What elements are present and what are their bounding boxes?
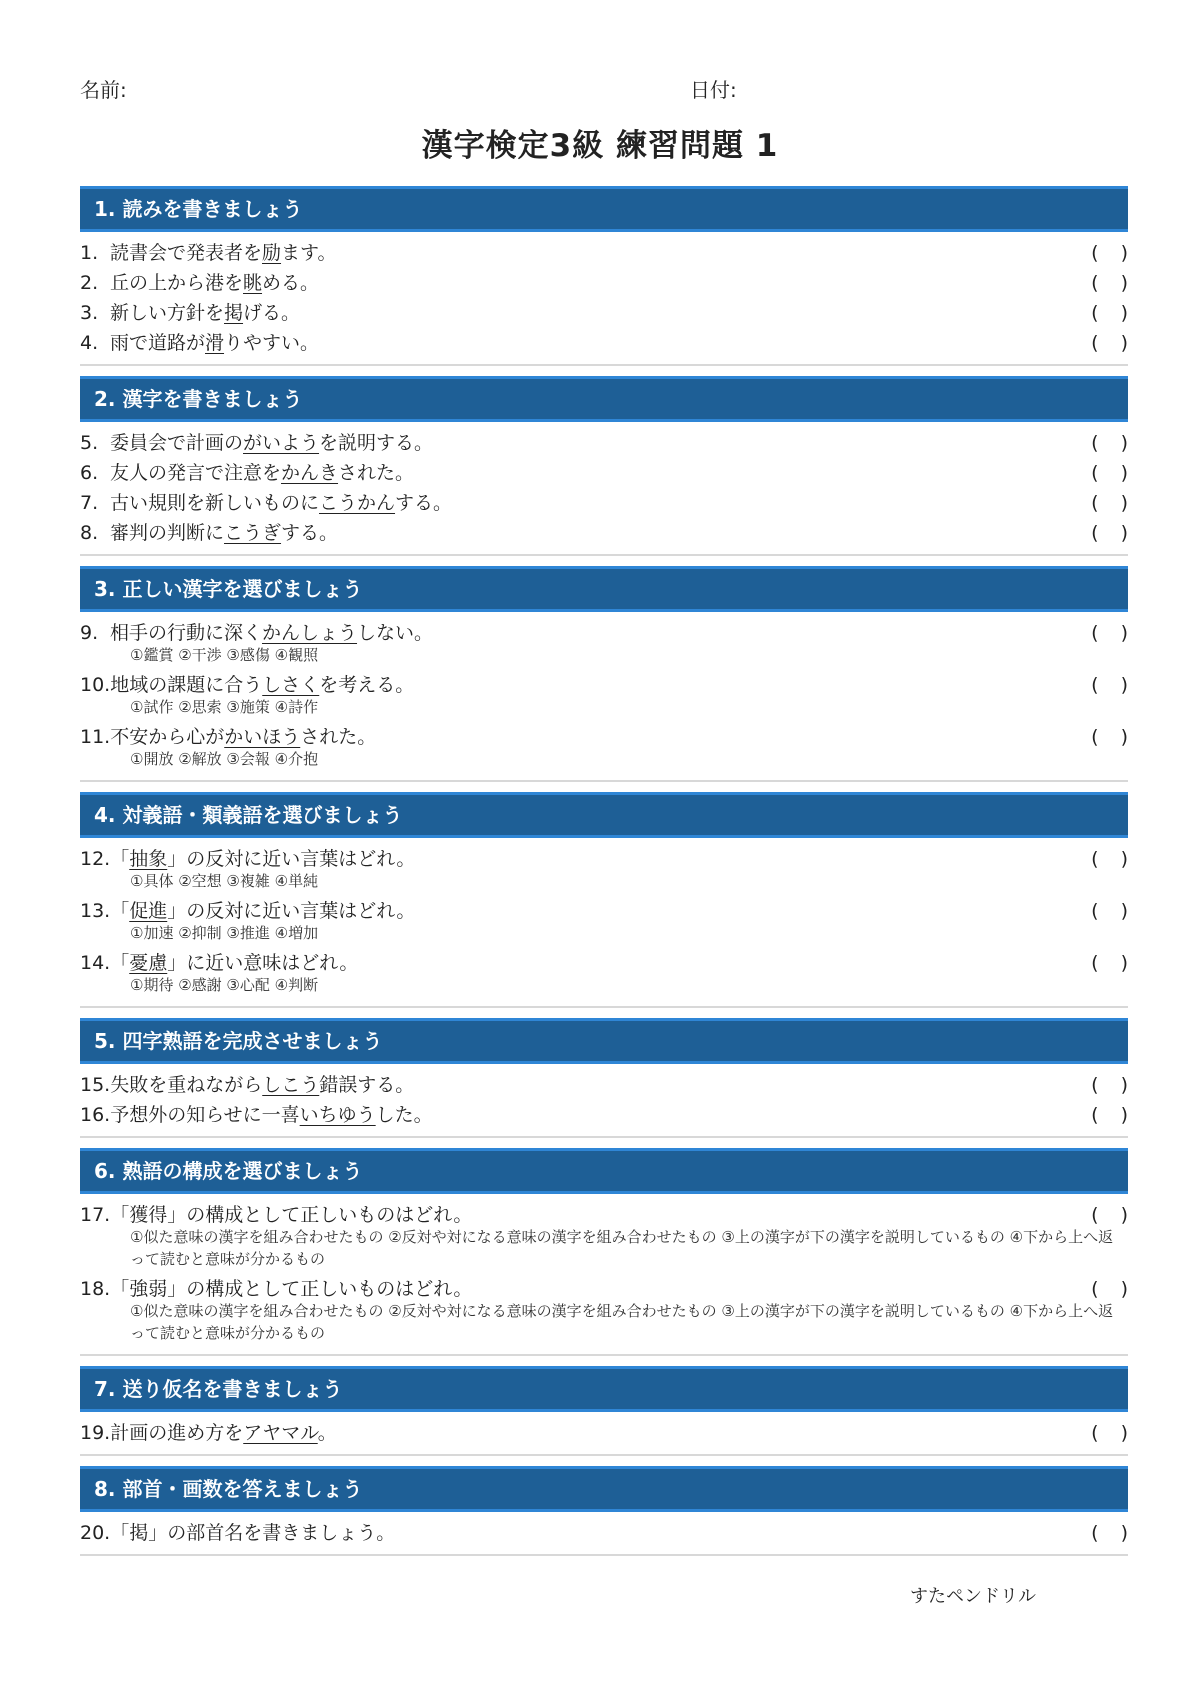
paren-open: ( — [1091, 492, 1099, 514]
paren-open: ( — [1091, 1104, 1099, 1126]
question-item — [80, 948, 1128, 996]
answer-box[interactable] — [1091, 722, 1128, 752]
question-number: 7. — [80, 492, 99, 514]
question-text-after: を考える。 — [319, 674, 415, 696]
question-number: 10. — [80, 674, 111, 696]
paren-close: ) — [1120, 302, 1128, 324]
question-item — [80, 238, 1128, 268]
question-number: 3. — [80, 302, 99, 324]
answer-box[interactable] — [1091, 1200, 1128, 1230]
question-text-after: された。 — [300, 726, 377, 748]
paren-close: ) — [1120, 1204, 1128, 1226]
question-text-after: める。 — [262, 272, 320, 294]
paren-open: ( — [1091, 332, 1099, 354]
question-item — [80, 670, 1128, 718]
question-text-after: ます。 — [281, 242, 337, 264]
question-item — [80, 1518, 1128, 1548]
underlined-target: 励 — [262, 242, 282, 264]
question-text-before: 読書会で発表者を — [110, 242, 263, 264]
question-number: 12. — [80, 848, 111, 870]
question-text-after: しない。 — [357, 622, 434, 644]
question-text-before: 「 — [110, 900, 130, 922]
section-body — [80, 1512, 1128, 1556]
question-text-before: 地域の課題に合う — [110, 674, 263, 696]
paren-close: ) — [1120, 1104, 1128, 1126]
question-text-before: 失敗を重ねながら — [110, 1074, 263, 1096]
question-section — [80, 1148, 1128, 1356]
question-text — [80, 238, 1068, 268]
question-item — [80, 458, 1128, 488]
question-text-before: 「掲」の部首名を書きましょう。 — [110, 1522, 396, 1544]
paren-close: ) — [1120, 726, 1128, 748]
question-text-after: げる。 — [243, 302, 301, 324]
answer-choices: ①鑑賞 ②干渉 ③感傷 ④観照 — [130, 646, 319, 664]
paren-close: ) — [1120, 622, 1128, 644]
question-text-before: 予想外の知らせに一喜 — [110, 1104, 300, 1126]
question-text — [80, 518, 1068, 548]
underlined-target: かんき — [281, 462, 339, 484]
question-text-before: 丘の上から港を — [110, 272, 244, 294]
answer-choices: ①開放 ②解放 ③会報 ④介抱 — [130, 750, 319, 768]
question-text-before: 新しい方針を — [110, 302, 225, 324]
question-section — [80, 1466, 1128, 1556]
section-body — [80, 1064, 1128, 1138]
paren-open: ( — [1091, 1522, 1099, 1544]
question-number: 11. — [80, 726, 111, 748]
section-body — [80, 422, 1128, 556]
question-number: 9. — [80, 622, 99, 644]
question-item — [80, 298, 1128, 328]
question-item — [80, 268, 1128, 298]
question-text-before: 不安から心が — [110, 726, 225, 748]
question-number: 5. — [80, 432, 99, 454]
question-section — [80, 1018, 1128, 1138]
paren-open: ( — [1091, 622, 1099, 644]
question-number: 14. — [80, 952, 111, 974]
paren-open: ( — [1091, 1204, 1099, 1226]
paren-close: ) — [1120, 848, 1128, 870]
question-text — [80, 328, 1068, 358]
question-text — [80, 458, 1068, 488]
question-number: 4. — [80, 332, 99, 354]
question-item — [80, 722, 1128, 770]
question-text — [80, 488, 1068, 518]
paren-close: ) — [1120, 1522, 1128, 1544]
paren-close: ) — [1120, 332, 1128, 354]
underlined-target: 眺 — [243, 272, 263, 294]
question-text — [80, 298, 1068, 328]
question-section — [80, 1366, 1128, 1456]
question-section — [80, 792, 1128, 1008]
paren-open: ( — [1091, 1074, 1099, 1096]
answer-box[interactable] — [1091, 1070, 1128, 1100]
paren-close: ) — [1120, 242, 1128, 264]
section-body — [80, 612, 1128, 782]
paren-close: ) — [1120, 522, 1128, 544]
underlined-target: しこう — [262, 1074, 320, 1096]
underlined-target: かいほう — [224, 726, 301, 748]
question-text — [80, 1100, 1068, 1130]
question-item — [80, 328, 1128, 358]
question-text-before: 古い規則を新しいものに — [110, 492, 320, 514]
answer-box[interactable] — [1091, 268, 1128, 298]
answer-choices: ①似た意味の漢字を組み合わせたもの ②反対や対になる意味の漢字を組み合わせたもの ③上の漢字が下の漢字を説明しているもの ④下から上へ返って読むと意味が分かるもの — [130, 1302, 1114, 1342]
underlined-target: かんしょう — [262, 622, 358, 644]
question-item — [80, 1100, 1128, 1130]
section-heading: 5. 四字熟語を完成させましょう — [80, 1018, 1128, 1064]
paren-open: ( — [1091, 848, 1099, 870]
question-text-after: 」の反対に近い言葉はどれ。 — [167, 900, 416, 922]
question-text-after: した。 — [375, 1104, 433, 1126]
paren-open: ( — [1091, 432, 1099, 454]
question-number: 6. — [80, 462, 99, 484]
paren-open: ( — [1091, 242, 1099, 264]
answer-box[interactable] — [1091, 1418, 1128, 1448]
paren-close: ) — [1120, 432, 1128, 454]
underlined-target: アヤマル — [243, 1422, 318, 1444]
question-number: 1. — [80, 242, 99, 264]
question-text-after: りやすい。 — [224, 332, 320, 354]
underlined-target: 掲 — [224, 302, 244, 324]
answer-box[interactable] — [1091, 844, 1128, 874]
underlined-target: いちゆう — [299, 1104, 376, 1126]
question-text — [80, 1418, 1068, 1448]
question-text — [80, 268, 1068, 298]
question-text-before: 「獲得」の構成として正しいものはどれ。 — [110, 1204, 473, 1226]
section-heading: 7. 送り仮名を書きましょう — [80, 1366, 1128, 1412]
footer-brand: すたペンドリル — [910, 1586, 1036, 1607]
question-text-after: 錯誤する。 — [319, 1074, 415, 1096]
underlined-target: こうかん — [319, 492, 396, 514]
underlined-target: しさく — [262, 674, 320, 696]
section-heading: 2. 漢字を書きましょう — [80, 376, 1128, 422]
paren-close: ) — [1120, 674, 1128, 696]
answer-box[interactable] — [1091, 1100, 1128, 1130]
paren-open: ( — [1091, 952, 1099, 974]
date-label: 日付: — [690, 78, 737, 102]
paren-open: ( — [1091, 1422, 1099, 1444]
answer-box[interactable] — [1091, 1518, 1128, 1548]
underlined-target: 促進 — [129, 900, 168, 922]
underlined-target: がいよう — [243, 432, 320, 454]
paren-close: ) — [1120, 900, 1128, 922]
underlined-target: 抽象 — [129, 848, 168, 870]
question-item — [80, 896, 1128, 944]
question-text-after: 」の反対に近い言葉はどれ。 — [167, 848, 416, 870]
section-heading: 4. 対義語・類義語を選びましょう — [80, 792, 1128, 838]
section-heading: 8. 部首・画数を答えましょう — [80, 1466, 1128, 1512]
question-number: 19. — [80, 1422, 111, 1444]
answer-choices: ①加速 ②抑制 ③推進 ④増加 — [130, 924, 319, 942]
paren-open: ( — [1091, 272, 1099, 294]
section-body — [80, 1412, 1128, 1456]
question-text-before: 計画の進め方を — [110, 1422, 244, 1444]
answer-box[interactable] — [1091, 488, 1128, 518]
paren-close: ) — [1120, 272, 1128, 294]
question-text-after: 」に近い意味はどれ。 — [167, 952, 359, 974]
answer-box[interactable] — [1091, 670, 1128, 700]
answer-box[interactable] — [1091, 1274, 1128, 1304]
question-item — [80, 844, 1128, 892]
page-title: 漢字検定3級 練習問題 1 — [421, 128, 779, 164]
question-item — [80, 428, 1128, 458]
question-text-before: 「 — [110, 848, 130, 870]
paren-open: ( — [1091, 900, 1099, 922]
question-number: 2. — [80, 272, 99, 294]
answer-box[interactable] — [1091, 458, 1128, 488]
paren-close: ) — [1120, 462, 1128, 484]
answer-box[interactable] — [1091, 328, 1128, 358]
question-text-after: する。 — [395, 492, 453, 514]
question-number: 20. — [80, 1522, 111, 1544]
underlined-target: 滑 — [205, 332, 225, 354]
paren-open: ( — [1091, 726, 1099, 748]
question-text — [80, 1518, 1068, 1548]
question-text — [80, 1070, 1068, 1100]
question-item — [80, 1070, 1128, 1100]
answer-box[interactable] — [1091, 948, 1128, 978]
question-text-before: 「 — [110, 952, 130, 974]
question-section — [80, 186, 1128, 366]
question-item — [80, 488, 1128, 518]
answer-choices: ①期待 ②感謝 ③心配 ④判断 — [130, 976, 319, 994]
section-heading: 3. 正しい漢字を選びましょう — [80, 566, 1128, 612]
underlined-target: こうぎ — [224, 522, 282, 544]
question-text-before: 審判の判断に — [110, 522, 225, 544]
question-item — [80, 1274, 1128, 1344]
question-section — [80, 376, 1128, 556]
question-text — [80, 428, 1068, 458]
answer-box[interactable] — [1091, 896, 1128, 926]
paren-open: ( — [1091, 462, 1099, 484]
question-number: 8. — [80, 522, 99, 544]
question-number: 15. — [80, 1074, 111, 1096]
paren-open: ( — [1091, 302, 1099, 324]
question-text-after: する。 — [281, 522, 339, 544]
question-text-after: された。 — [338, 462, 415, 484]
answer-box[interactable] — [1091, 518, 1128, 548]
question-item — [80, 518, 1128, 548]
question-section — [80, 566, 1128, 782]
question-item — [80, 1200, 1128, 1270]
question-number: 17. — [80, 1204, 111, 1226]
question-number: 16. — [80, 1104, 111, 1126]
section-heading: 1. 読みを書きましょう — [80, 186, 1128, 232]
answer-box[interactable] — [1091, 238, 1128, 268]
section-body — [80, 838, 1128, 1008]
question-number: 18. — [80, 1278, 111, 1300]
question-item — [80, 618, 1128, 666]
question-text-before: 雨で道路が — [110, 332, 206, 354]
paren-close: ) — [1120, 1422, 1128, 1444]
question-number: 13. — [80, 900, 111, 922]
answer-box[interactable] — [1091, 298, 1128, 328]
answer-choices: ①試作 ②思索 ③施策 ④詩作 — [130, 698, 319, 716]
answer-choices: ①似た意味の漢字を組み合わせたもの ②反対や対になる意味の漢字を組み合わせたもの ③上の漢字が下の漢字を説明しているもの ④下から上へ返って読むと意味が分かるもの — [130, 1228, 1114, 1268]
question-text-after: を説明する。 — [319, 432, 434, 454]
paren-close: ) — [1120, 492, 1128, 514]
question-text-before: 相手の行動に深く — [110, 622, 263, 644]
paren-open: ( — [1091, 1278, 1099, 1300]
question-text-before: 「強弱」の構成として正しいものはどれ。 — [110, 1278, 473, 1300]
question-sections — [80, 186, 1128, 1566]
question-text-before: 友人の発言で注意を — [110, 462, 282, 484]
question-text-after: 。 — [317, 1422, 337, 1444]
section-body — [80, 1194, 1128, 1356]
paren-close: ) — [1120, 1278, 1128, 1300]
paren-close: ) — [1120, 1074, 1128, 1096]
answer-box[interactable] — [1091, 618, 1128, 648]
name-label: 名前: — [80, 78, 127, 102]
answer-choices: ①具体 ②空想 ③複雑 ④単純 — [130, 872, 319, 890]
section-heading: 6. 熟語の構成を選びましょう — [80, 1148, 1128, 1194]
question-item — [80, 1418, 1128, 1448]
answer-box[interactable] — [1091, 428, 1128, 458]
paren-open: ( — [1091, 674, 1099, 696]
underlined-target: 憂慮 — [129, 952, 168, 974]
paren-open: ( — [1091, 522, 1099, 544]
question-text-before: 委員会で計画の — [110, 432, 244, 454]
paren-close: ) — [1120, 952, 1128, 974]
section-body — [80, 232, 1128, 366]
